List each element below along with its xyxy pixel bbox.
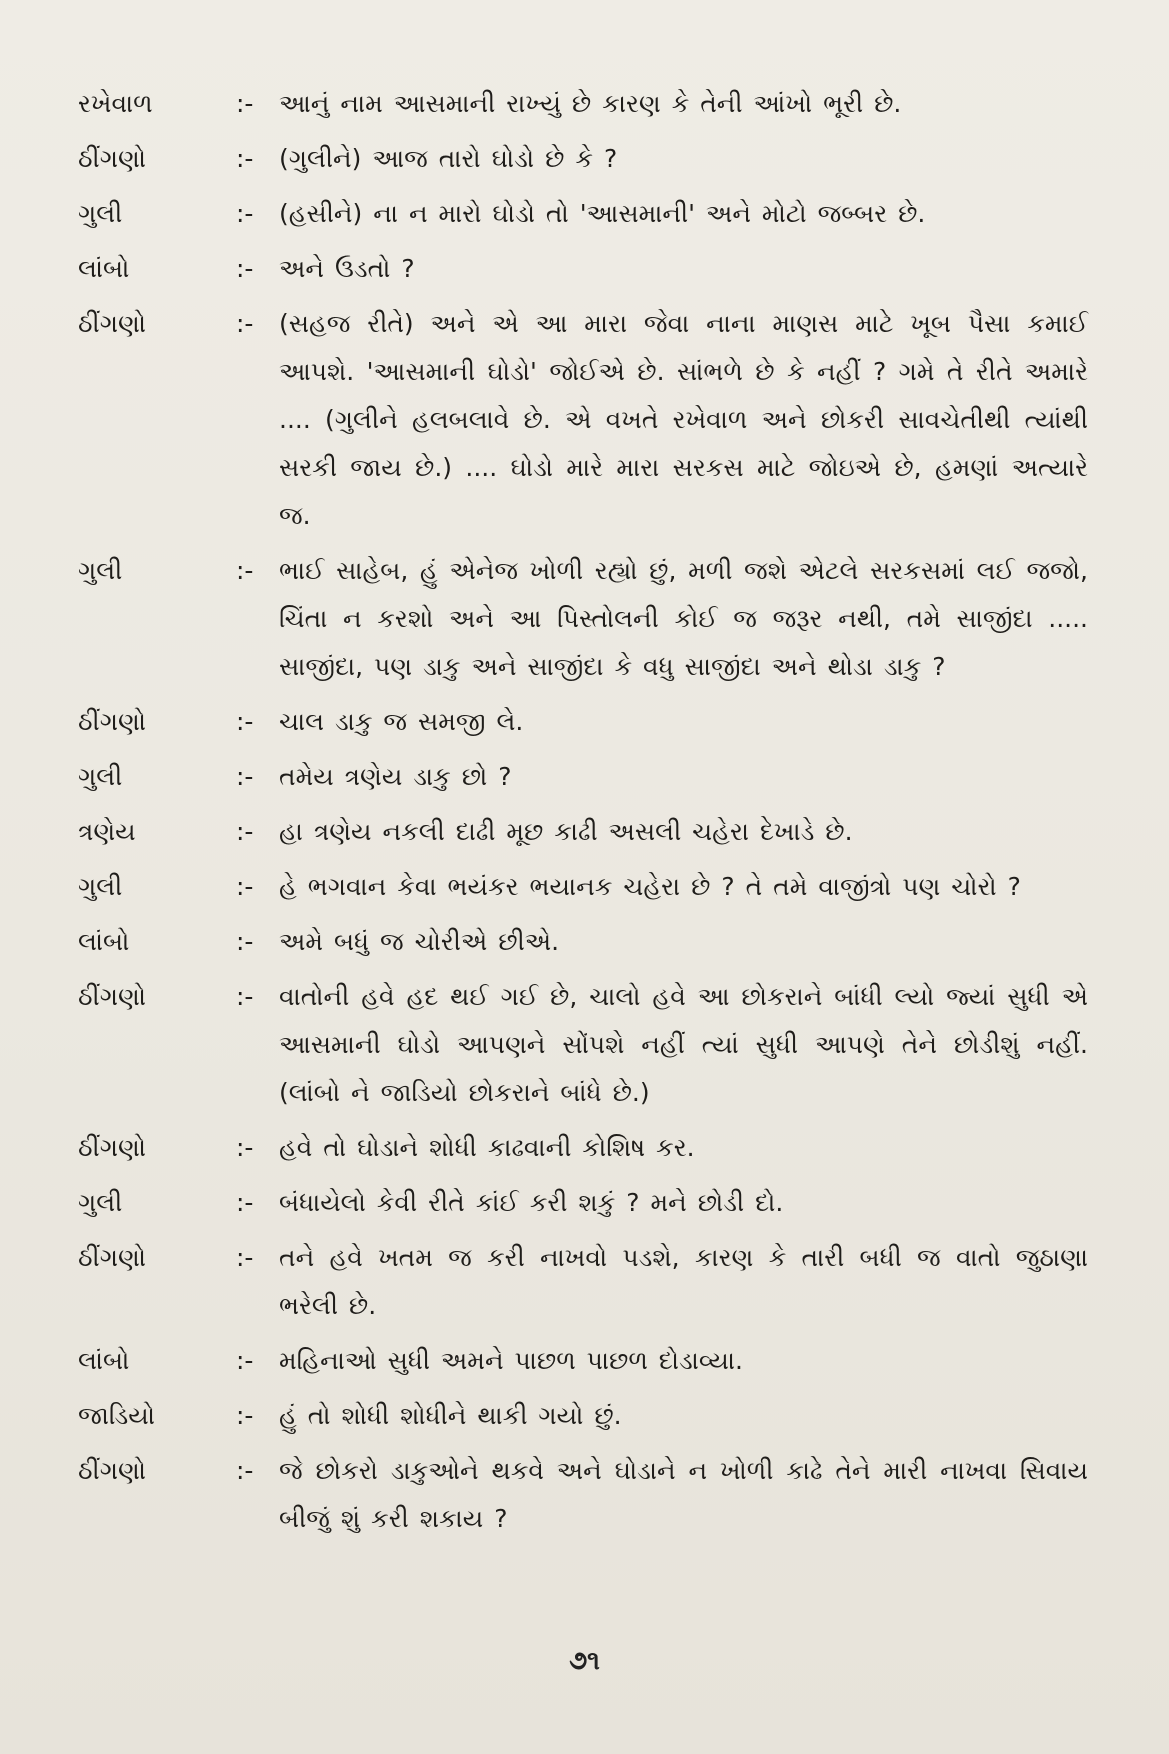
dialogue-line xyxy=(78,135,1088,183)
speaker-separator: :- xyxy=(236,199,254,228)
speaker-separator: :- xyxy=(236,1243,254,1272)
speaker-name: ઠીંગણો xyxy=(78,144,147,173)
speech-text: અમે બધું જ ચોરીએ છીએ. xyxy=(279,927,560,956)
speech-text: તમેય ત્રણેય ડાકુ છો ? xyxy=(279,762,512,791)
dialogue-line xyxy=(78,547,1088,691)
speaker-name: ગુલી xyxy=(78,1188,123,1217)
dialogue-line xyxy=(78,753,1088,801)
dialogue-line xyxy=(78,698,1088,746)
speaker-separator: :- xyxy=(236,1133,254,1162)
dialogue-line xyxy=(78,190,1088,238)
speaker-name: લાંબો xyxy=(78,1346,130,1375)
speech-text: અને ઉડતો ? xyxy=(279,254,415,283)
speaker-separator: :- xyxy=(236,556,254,585)
dialogue-line xyxy=(78,80,1088,128)
speech-text: (ગુલીને) આજ તારો ઘોડો છે કે ? xyxy=(279,144,618,173)
speaker-name: લાંબો xyxy=(78,254,130,283)
speech-text: મહિનાઓ સુધી અમને પાછળ પાછળ દોડાવ્યા. xyxy=(279,1346,743,1375)
speaker-name: ગુલી xyxy=(78,762,123,791)
dialogue-line xyxy=(78,1337,1088,1385)
speaker-name: ત્રણેય xyxy=(78,817,136,846)
page-number: ૭૧ xyxy=(569,1646,600,1676)
speaker-name: લાંબો xyxy=(78,927,130,956)
speaker-separator: :- xyxy=(236,254,254,283)
speaker-separator: :- xyxy=(236,309,254,338)
dialogue-line xyxy=(78,1179,1088,1227)
speaker-name: ઠીંગણો xyxy=(78,1456,147,1485)
speech-text: જે છોકરો ડાકુઓને થકવે અને ઘોડાને ન ખોળી કાઢે તેને મારી નાખવા સિવાય બીજું શું કરી શકાય ? xyxy=(279,1456,1088,1533)
speaker-separator: :- xyxy=(236,817,254,846)
dialogue-line xyxy=(78,1447,1088,1543)
dialogue-line xyxy=(78,808,1088,856)
dialogue-line xyxy=(78,1124,1088,1172)
speaker-separator: :- xyxy=(236,927,254,956)
speech-text: બંધાયેલો કેવી રીતે કાંઈ કરી શકું ? મને છોડી દો. xyxy=(279,1188,784,1217)
speech-text: હે ભગવાન કેવા ભયંકર ભયાનક ચહેરા છે ? તે તમે વાજીંત્રો પણ ચોરો ? xyxy=(279,872,1021,901)
speaker-name: ગુલી xyxy=(78,556,123,585)
speaker-separator: :- xyxy=(236,872,254,901)
speech-text: ભાઈ સાહેબ, હું એનેજ ખોળી રહ્યો છું, મળી જશે એટલે સરકસમાં લઈ જજો, ચિંતા ન કરશો અને આ પિસ્તોલની કોઈ જ જરૂર નથી, તમે સાજીંદા ..... સાજીંદા, પણ ડાકુ અને સાજીંદા કે વધુ સાજીંદા અને થોડા ડાકુ ? xyxy=(279,556,1088,681)
dialogue-line xyxy=(78,863,1088,911)
speaker-name: જાડિયો xyxy=(78,1401,156,1430)
speaker-name: રખેવાળ xyxy=(78,89,153,118)
speaker-name: ઠીંગણો xyxy=(78,309,147,338)
speaker-separator: :- xyxy=(236,1401,254,1430)
dialogue-line xyxy=(78,300,1088,540)
speech-text: આનું નામ આસમાની રાખ્યું છે કારણ કે તેની આંખો ભૂરી છે. xyxy=(279,89,902,118)
speech-text: હું તો શોધી શોધીને થાકી ગયો છું. xyxy=(279,1401,622,1430)
speaker-name: ગુલી xyxy=(78,872,123,901)
speech-text: (સહજ રીતે) અને એ આ મારા જેવા નાના માણસ માટે ખૂબ પૈસા કમાઈ આપશે. 'આસમાની ઘોડો' જોઈએ છે. સાંભળે છે કે નહીં ? ગમે તે રીતે અમારે .... (ગુલીને હલબલાવે છે. એ વખતે રખેવાળ અને છોકરી સાવચેતીથી ત્યાંથી સરકી જાય છે.) .... ઘોડો મારે મારા સરકસ માટે જોઇએ છે, હમણાં અત્યારે જ. xyxy=(279,309,1088,530)
dialogue-line xyxy=(78,245,1088,293)
speaker-separator: :- xyxy=(236,982,254,1011)
speech-text: (હસીને) ના ન મારો ઘોડો તો 'આસમાની' અને મોટો જબ્બર છે. xyxy=(279,199,926,228)
speaker-separator: :- xyxy=(236,762,254,791)
speaker-separator: :- xyxy=(236,707,254,736)
speaker-name: ઠીંગણો xyxy=(78,982,147,1011)
speech-text: વાતોની હવે હદ થઈ ગઈ છે, ચાલો હવે આ છોકરાને બાંધી લ્યો જ્યાં સુધી એ આસમાની ઘોડો આપણને સોંપશે નહીં ત્યાં સુધી આપણે તેને છોડીશું નહીં. (લાંબો ને જાડિયો છોકરાને બાંધે છે.) xyxy=(279,982,1088,1107)
speaker-separator: :- xyxy=(236,1456,254,1485)
speaker-name: ઠીંગણો xyxy=(78,1243,147,1272)
speaker-separator: :- xyxy=(236,144,254,173)
speaker-separator: :- xyxy=(236,1346,254,1375)
speaker-name: ઠીંગણો xyxy=(78,1133,147,1162)
speech-text: હવે તો ઘોડાને શોધી કાઢવાની કોશિષ કર. xyxy=(279,1133,695,1162)
speech-text: તને હવે ખતમ જ કરી નાખવો પડશે, કારણ કે તારી બધી જ વાતો જુઠાણા ભરેલી છે. xyxy=(279,1243,1088,1320)
speech-text: ચાલ ડાકુ જ સમજી લે. xyxy=(279,707,524,736)
speech-text: હા ત્રણેય નકલી દાઢી મૂછ કાઢી અસલી ચહેરા દેખાડે છે. xyxy=(279,817,853,846)
dialogue-line xyxy=(78,918,1088,966)
speaker-name: ગુલી xyxy=(78,199,123,228)
dialogue-line xyxy=(78,973,1088,1117)
dialogue-line xyxy=(78,1234,1088,1330)
speaker-name: ઠીંગણો xyxy=(78,707,147,736)
speaker-separator: :- xyxy=(236,1188,254,1217)
speaker-separator: :- xyxy=(236,89,254,118)
dialogue-line xyxy=(78,1392,1088,1440)
dialogue-list xyxy=(78,80,1088,1550)
